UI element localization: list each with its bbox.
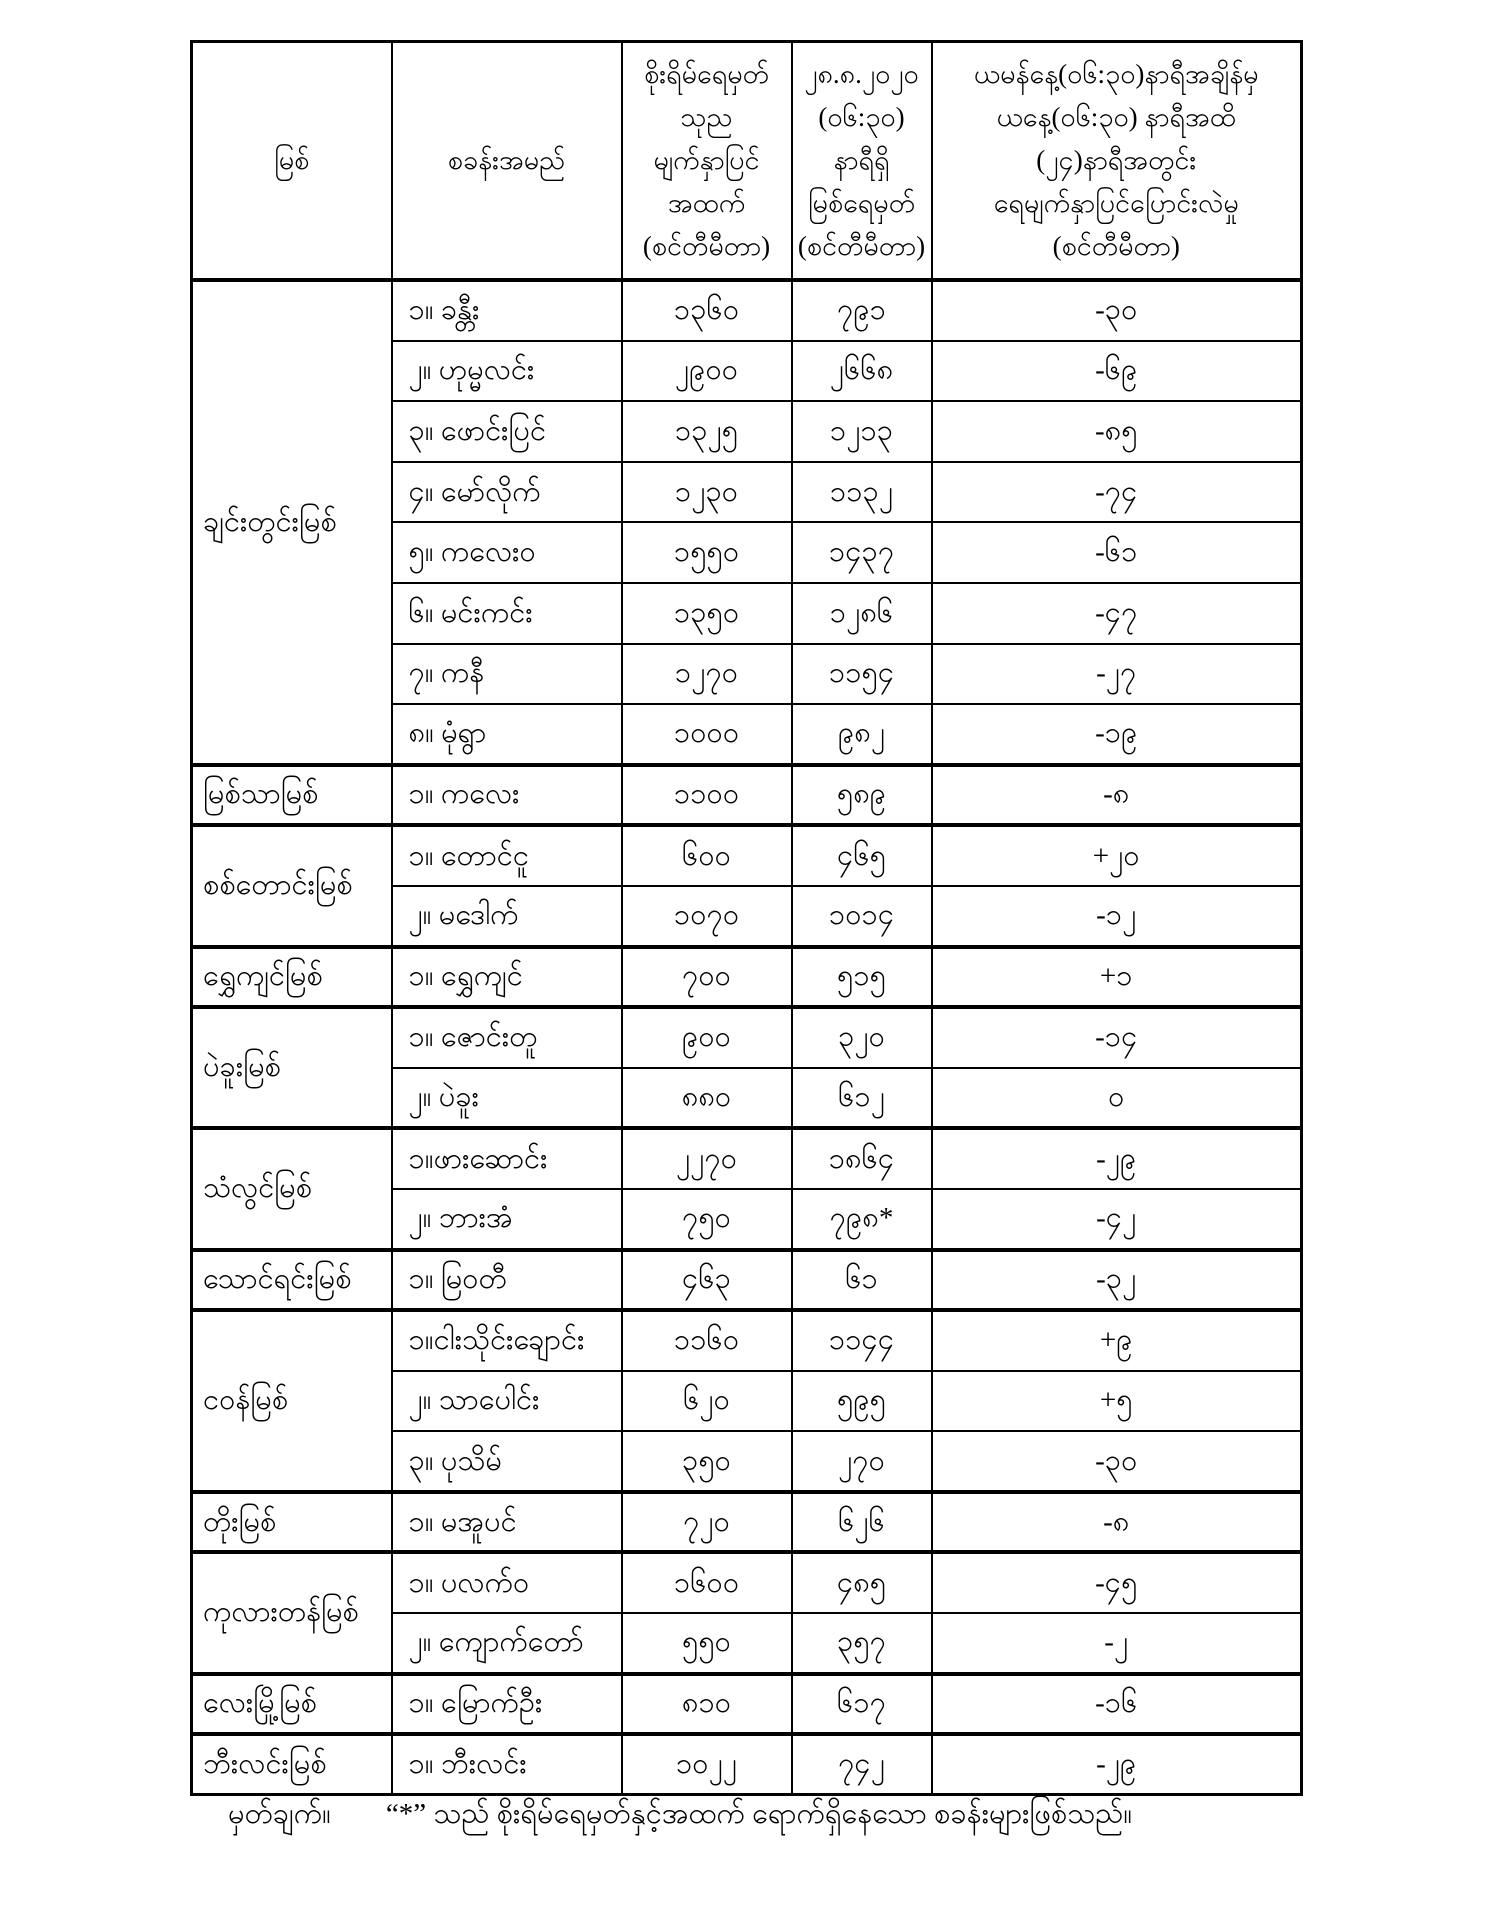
24h-change-cell: +၉	[932, 1310, 1302, 1371]
danger-level-cell: ၇၀၀	[622, 947, 792, 1008]
danger-level-cell: ၄၆၃	[622, 1250, 792, 1311]
current-level-cell: ၁၁၄၄	[792, 1310, 932, 1371]
table-header	[192, 42, 1302, 281]
danger-level-cell: ၁၂၃၀	[622, 462, 792, 523]
24h-change-cell: +၂၀	[932, 825, 1302, 886]
current-level-cell: ၃၂၀	[792, 1007, 932, 1068]
24h-change-cell: -၂	[932, 1613, 1302, 1674]
header-line: ယမန်နေ့(၀၆:၃၀)နာရီအချိန်မှ	[973, 59, 1259, 89]
station-name-cell: ၃။ ဖောင်းပြင်	[392, 401, 622, 462]
danger-level-cell: ၂၂၇၀	[622, 1128, 792, 1189]
danger-level-cell: ၁၀၂၂	[622, 1734, 792, 1795]
danger-level-cell: ၉၀၀	[622, 1007, 792, 1068]
station-name-cell: ၂။ သာပေါင်း	[392, 1371, 622, 1432]
24h-change-cell: -၂၉	[932, 1734, 1302, 1795]
current-level-cell: ၁၁၃၂	[792, 462, 932, 523]
col-header-danger-level	[622, 42, 792, 281]
header-line: မျက်နှာပြင်	[653, 145, 760, 175]
station-row	[192, 825, 1302, 886]
station-row	[192, 1734, 1302, 1795]
current-level-cell: ၄၆၅	[792, 825, 932, 886]
station-name-cell: ၆။ မင်းကင်း	[392, 583, 622, 644]
24h-change-cell: +၅	[932, 1371, 1302, 1432]
station-name-cell: ၇။ ကနီ	[392, 644, 622, 705]
col-header-24h-change	[932, 42, 1302, 281]
header-line: အထက်	[667, 188, 746, 218]
river-name-cell: တိုးမြစ်	[192, 1492, 392, 1553]
24h-change-cell: ၀	[932, 1068, 1302, 1129]
danger-level-cell: ၆၀၀	[622, 825, 792, 886]
danger-level-cell: ၁၂၇၀	[622, 644, 792, 705]
24h-change-cell: -၈	[932, 1492, 1302, 1553]
24h-change-cell: -၆၉	[932, 341, 1302, 402]
header-line: ရေမျက်နှာပြင်ပြောင်းလဲမှု	[993, 188, 1239, 218]
current-level-cell: ၁၄၃၇	[792, 522, 932, 583]
danger-level-cell: ၇၅၀	[622, 1189, 792, 1250]
current-level-cell: ၉၈၂	[792, 704, 932, 765]
current-level-cell: ၃၅၇	[792, 1613, 932, 1674]
river-name-cell: ရွှေကျင်မြစ်	[192, 947, 392, 1008]
danger-level-cell: ၁၅၅၀	[622, 522, 792, 583]
river-name-cell: သောင်ရင်းမြစ်	[192, 1250, 392, 1311]
station-row	[192, 1674, 1302, 1735]
header-line: စိုးရိမ်ရေမှတ်	[644, 59, 769, 89]
24h-change-cell: -၈	[932, 765, 1302, 826]
danger-level-cell: ၁၆၀၀	[622, 1552, 792, 1613]
24h-change-cell: -၈၅	[932, 401, 1302, 462]
header-line: (စင်တီမီတာ)	[797, 231, 926, 261]
station-row	[192, 1250, 1302, 1311]
station-name-cell: ၂။ ပဲခူး	[392, 1068, 622, 1129]
station-name-cell: ၃။ ပုသိမ်	[392, 1431, 622, 1492]
header-line: ၂၈.၈.၂၀၂၀	[804, 59, 919, 89]
station-row	[192, 1128, 1302, 1189]
footnote	[228, 1795, 1132, 1838]
river-name-cell: ချင်းတွင်းမြစ်	[192, 280, 392, 765]
header-line: (၀၆:၃၀)	[818, 102, 905, 132]
current-level-cell: ၆၁၇	[792, 1674, 932, 1735]
footnote-text: “*” သည် စိုးရိမ်ရေမှတ်နှင့်အထက် ရောက်ရှိနေသော စခန်းများဖြစ်သည်။	[385, 1798, 1133, 1830]
station-name-cell: ၁။ဖားဆောင်း	[392, 1128, 622, 1189]
24h-change-cell: -၃၀	[932, 280, 1302, 341]
danger-level-cell: ၇၂၀	[622, 1492, 792, 1553]
header-line: ယနေ့(၀၆:၃၀) နာရီအထိ	[996, 102, 1236, 132]
danger-level-cell: ၁၃၅၀	[622, 583, 792, 644]
station-row	[192, 1552, 1302, 1613]
current-level-cell: ၅၈၉	[792, 765, 932, 826]
24h-change-cell: -၂၇	[932, 644, 1302, 705]
col-header-current-level	[792, 42, 932, 281]
station-name-cell: ၁။ ရွှေကျင်	[392, 947, 622, 1008]
river-name-cell: စစ်တောင်းမြစ်	[192, 825, 392, 946]
danger-level-cell: ၁၁၀၀	[622, 765, 792, 826]
24h-change-cell: -၃၂	[932, 1250, 1302, 1311]
current-level-cell: ၄၈၅	[792, 1552, 932, 1613]
current-level-cell: ၇၉၈*	[792, 1189, 932, 1250]
header-line: မြစ်ရေမှတ်	[807, 188, 916, 218]
header-line: နာရီရှိ	[833, 145, 890, 175]
current-level-cell: ၂၆၆၈	[792, 341, 932, 402]
current-level-cell: ၆၁	[792, 1250, 932, 1311]
river-name-cell: ကုလားတန်မြစ်	[192, 1552, 392, 1673]
24h-change-cell: -၇၄	[932, 462, 1302, 523]
table-body	[192, 280, 1302, 1795]
current-level-cell: ၇၄၂	[792, 1734, 932, 1795]
danger-level-cell: ၁၁၆၀	[622, 1310, 792, 1371]
river-name-cell: ပဲခူးမြစ်	[192, 1007, 392, 1128]
current-level-cell: ၁၀၁၄	[792, 886, 932, 947]
station-row	[192, 947, 1302, 1008]
current-level-cell: ၇၉၁	[792, 280, 932, 341]
station-name-cell: ၁။ ခန္တီး	[392, 280, 622, 341]
current-level-cell: ၁၈၆၄	[792, 1128, 932, 1189]
col-header-station-name: စခန်းအမည်	[392, 42, 622, 281]
danger-level-cell: ၃၅၀	[622, 1431, 792, 1492]
24h-change-cell: -၁၉	[932, 704, 1302, 765]
current-level-cell: ၁၁၅၄	[792, 644, 932, 705]
current-level-cell: ၅၉၅	[792, 1371, 932, 1432]
current-level-cell: ၅၁၅	[792, 947, 932, 1008]
current-level-cell: ၁၂၈၆	[792, 583, 932, 644]
station-name-cell: ၂။ ကျောက်တော်	[392, 1613, 622, 1674]
current-level-cell: ၆၂၆	[792, 1492, 932, 1553]
header-line: (စင်တီမီတာ)	[642, 231, 771, 261]
danger-level-cell: ၈၁၀	[622, 1674, 792, 1735]
station-name-cell: ၁။ မြဝတီ	[392, 1250, 622, 1311]
danger-level-cell: ၁၃၂၅	[622, 401, 792, 462]
danger-level-cell: ၆၂၀	[622, 1371, 792, 1432]
station-name-cell: ၁။ တောင်ငူ	[392, 825, 622, 886]
station-name-cell: ၁။ ကလေး	[392, 765, 622, 826]
24h-change-cell: -၄၅	[932, 1552, 1302, 1613]
header-row	[192, 42, 1302, 281]
station-row	[192, 765, 1302, 826]
station-row	[192, 1310, 1302, 1371]
header-line: (စင်တီမီတာ)	[1052, 231, 1180, 261]
river-name-cell: ငဝန်မြစ်	[192, 1310, 392, 1492]
station-name-cell: ၂။ ဟုမ္မလင်း	[392, 341, 622, 402]
col-header-river: မြစ်	[192, 42, 392, 281]
station-row	[192, 1007, 1302, 1068]
24h-change-cell: -၂၉	[932, 1128, 1302, 1189]
24h-change-cell: -၃၀	[932, 1431, 1302, 1492]
station-name-cell: ၄။ မော်လိုက်	[392, 462, 622, 523]
station-name-cell: ၁။ ပလက်ဝ	[392, 1552, 622, 1613]
danger-level-cell: ၁၃၆၀	[622, 280, 792, 341]
station-name-cell: ၅။ ကလေးဝ	[392, 522, 622, 583]
24h-change-cell: -၄၂	[932, 1189, 1302, 1250]
danger-level-cell: ၁၀၇၀	[622, 886, 792, 947]
station-name-cell: ၁။ မြောက်ဦး	[392, 1674, 622, 1735]
station-name-cell: ၁။ ဇောင်းတူ	[392, 1007, 622, 1068]
current-level-cell: ၂၇၀	[792, 1431, 932, 1492]
river-name-cell: ဘီးလင်းမြစ်	[192, 1734, 392, 1795]
danger-level-cell: ၈၈၀	[622, 1068, 792, 1129]
river-name-cell: လေးမြို့မြစ်	[192, 1674, 392, 1735]
footnote-label: မှတ်ချက်။	[228, 1798, 331, 1830]
station-name-cell: ၂။ ဘားအံ	[392, 1189, 622, 1250]
station-row	[192, 1492, 1302, 1553]
water-level-table	[190, 40, 1303, 1796]
24h-change-cell: -၁၂	[932, 886, 1302, 947]
24h-change-cell: -၁၆	[932, 1674, 1302, 1735]
danger-level-cell: ၅၅၀	[622, 1613, 792, 1674]
header-line: (၂၄)နာရီအတွင်း	[1036, 145, 1197, 175]
danger-level-cell: ၂၉၀၀	[622, 341, 792, 402]
station-name-cell: ၈။ မုံရွာ	[392, 704, 622, 765]
24h-change-cell: +၁	[932, 947, 1302, 1008]
river-name-cell: မြစ်သာမြစ်	[192, 765, 392, 826]
station-name-cell: ၂။ မဒေါက်	[392, 886, 622, 947]
station-name-cell: ၁။ ဘီးလင်း	[392, 1734, 622, 1795]
station-name-cell: ၁။ငါးသိုင်းချောင်း	[392, 1310, 622, 1371]
24h-change-cell: -၁၄	[932, 1007, 1302, 1068]
river-name-cell: သံလွင်မြစ်	[192, 1128, 392, 1249]
danger-level-cell: ၁၀၀၀	[622, 704, 792, 765]
24h-change-cell: -၄၇	[932, 583, 1302, 644]
station-row	[192, 280, 1302, 341]
header-line: သုည	[680, 102, 733, 132]
current-level-cell: ၆၁၂	[792, 1068, 932, 1129]
24h-change-cell: -၆၁	[932, 522, 1302, 583]
station-name-cell: ၁။ မအူပင်	[392, 1492, 622, 1553]
current-level-cell: ၁၂၁၃	[792, 401, 932, 462]
